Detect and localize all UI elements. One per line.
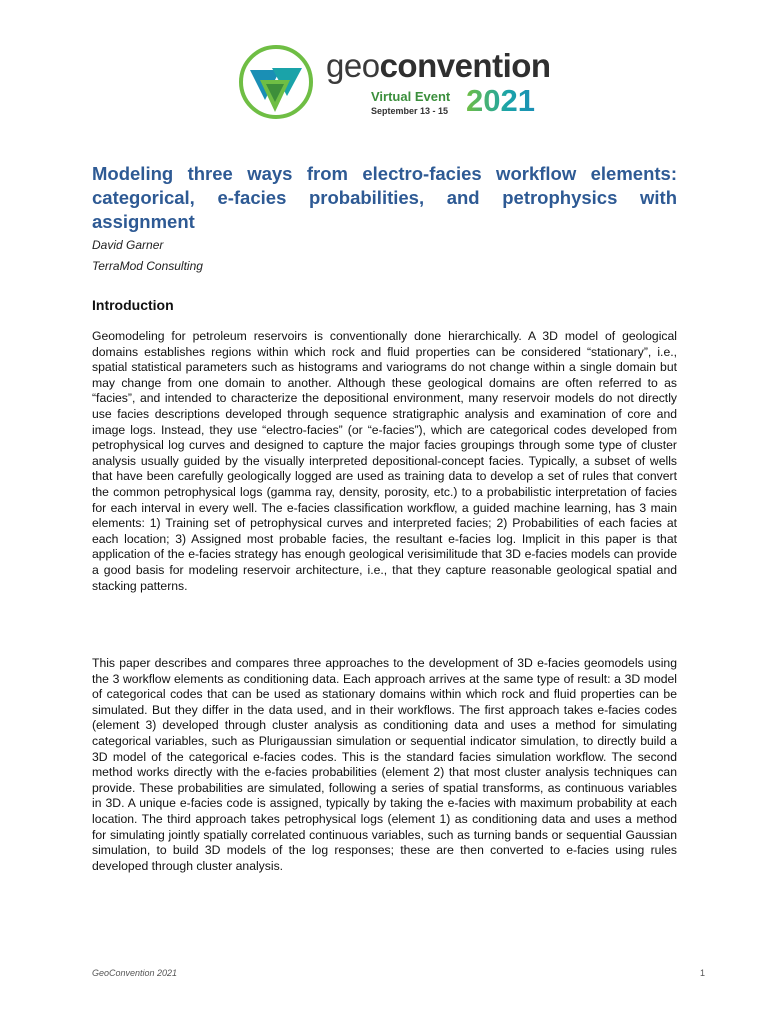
logo-event-type: Virtual Event — [371, 89, 451, 104]
section-heading: Introduction — [92, 297, 174, 313]
page-number: 1 — [700, 968, 706, 978]
logo-year: 2021 — [466, 83, 535, 118]
logo-wordmark: geoconvention — [326, 47, 551, 84]
logo-dates: September 13 - 15 — [371, 106, 449, 116]
paper-author: David Garner — [92, 238, 164, 252]
paper-title: Modeling three ways from electro-facies workflow elements: categorical, e-facies probabilities, and petrophysics with assignment — [92, 163, 677, 232]
footer-conference: GeoConvention 2021 — [92, 968, 178, 978]
geoconvention-emblem-icon — [238, 44, 318, 124]
geoconvention-logo — [238, 40, 551, 122]
paragraph: Geomodeling for petroleum reservoirs is conventionally done hierarchically. A 3D model of geological domains establishes regions within which rock and fluid properties can be considered “stationary”, i.e., spatial statistical parameters such as histograms and variograms do not change within a single domain but may change from one domain to another. Although these geological domains are often referred to as “facies”, and intended to characterize the depositional environment, many reservoir models do not directly use facies descriptions developed through sequence stratigraphic analysis and examination of core and image logs. Instead, they use “electro-facies” (or “e-facies”), which are categorical codes developed from petrophysical log curves and designed to capture the major facies groupings through some type of cluster analysis usually guided by the visually interpreted depositional-concept facies. Typically, a subset of wells that have been carefully geologically logged are used as training data to develop a set of rules that convert the common petrophysical logs (gamma ray, density, porosity, etc.) to a probabilistic interpretation of facies for each interval in every well. The e-facies classification workflow, a guided machine learning, has 3 main elements: 1) Training set of petrophysical curves and interpreted facies; 2) Probabilities of each facies at each location; 3) Assigned most probable facies, the resultant e-facies log. Implicit in this paper is that application of the e-facies strategy has enough geological verisimilitude that 3D e-facies models can provide a good basis for modeling reservoir architecture, i.e., that they capture reasonable geological spatial and stacking patterns. — [92, 329, 677, 593]
paper-affiliation: TerraMod Consulting — [92, 259, 203, 273]
paragraph: This paper describes and compares three approaches to the development of 3D e-facies geomodels using the 3 workflow elements as conditioning data. Each approach arrives at the same type of result: a 3D model of categorical codes that can be used as stationary domains within which rock and fluid properties can be simulated. But they differ in the data used, and in their workflows. The first approach takes e-facies codes (element 3) developed through cluster analysis as conditioning data and uses a method for simulating categorical variables, such as Plurigaussian simulation or sequential indicator simulation, to directly build a 3D model of the categorical e-facies codes. This is the standard facies simulation workflow. The second method works directly with the e-facies probabilities (element 2) that most cluster analysis techniques can provide. These probabilities are simulated, following a series of spatial transforms, as continuous variables in 3D. A unique e-facies code is assigned, typically by taking the e-facies with maximum probability at each location. The third approach takes petrophysical logs (element 1) as conditioning data and uses a method for simulating jointly spatially correlated continuous variables, such as turning bands or sequential Gaussian simulation, to build 3D models of the log responses; these are then converted to e-facies using rules developed through cluster analysis. — [92, 656, 677, 873]
